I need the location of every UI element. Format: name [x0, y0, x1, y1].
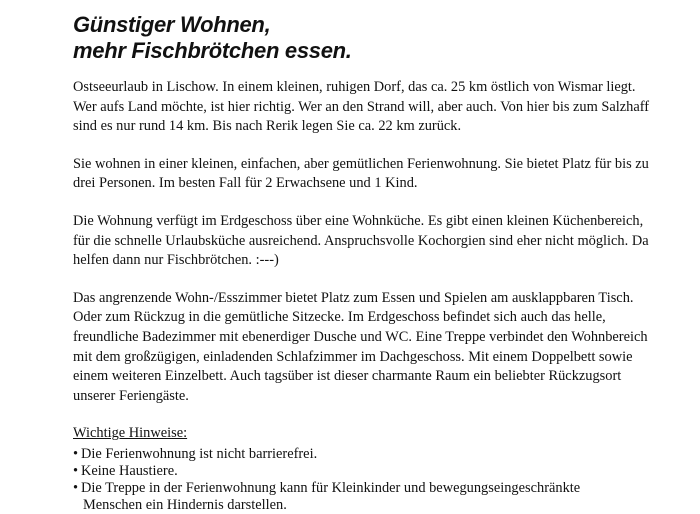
text-line: drei Personen. Im besten Fall für 2 Erwachsene und 1 Kind.: [73, 175, 418, 192]
text-line: Sie wohnen in einer kleinen, einfachen, aber gemütlichen Ferienwohnung. Sie bietet Platz für bis zu: [73, 155, 649, 172]
bullet-icon: •: [73, 462, 79, 479]
text-line: mit dem großzügigen, einladenden Schlafzimmer im Dachgeschoss. Mit einem Doppelbett sowie: [73, 348, 633, 365]
list-item: [73, 480, 693, 514]
text-line: Die Wohnung verfügt im Erdgeschoss über eine Wohnküche. Es gibt einen kleinen Küchenbereich,: [73, 212, 644, 229]
list-item: [73, 446, 693, 463]
note-text: Keine Haustiere.: [81, 462, 178, 479]
text-line: Ostseeurlaub in Lischow. In einem kleinen, ruhigen Dorf, das ca. 25 km östlich von Wismar liegt.: [73, 79, 636, 95]
bullet-icon: •: [73, 479, 79, 496]
text-line: sind es nur rund 14 km. Bis nach Rerik legen Sie ca. 22 km zurück.: [73, 118, 462, 135]
paragraph-apartment: [73, 155, 693, 194]
text-line: Wer aufs Land möchte, ist hier richtig. Wer an den Strand will, aber auch. Von hier bis zum Salzhaff: [73, 98, 650, 115]
text-line: Das angrenzende Wohn-/Esszimmer bietet Platz zum Essen und Spielen am ausklappbaren Tisch.: [73, 289, 634, 306]
text-line: einem weiteren Einzelbett. Auch tagsüber ist dieser charmante Raum ein beliebter Rückzugsort: [73, 368, 622, 385]
note-text: Die Ferienwohnung ist nicht barrierefrei.: [81, 445, 318, 462]
note-text-continued: Menschen ein Hindernis darstellen.: [83, 496, 287, 513]
title-line-2: mehr Fischbrötchen essen.: [73, 38, 352, 63]
text-line: für die schnelle Urlaubsküche ausreichend. Anspruchsvolle Kochorgien sind eher nicht möglich. Da: [73, 232, 649, 249]
document-page: [73, 12, 693, 514]
page-title: [73, 12, 693, 64]
notes-heading: Wichtige Hinweise:: [73, 425, 188, 442]
text-line: unserer Feriengäste.: [73, 387, 189, 404]
bullet-icon: •: [73, 445, 79, 462]
text-line: helfen dann nur Fischbrötchen. :---): [73, 252, 279, 269]
paragraph-kitchen: [73, 212, 693, 271]
notes-list: [73, 446, 693, 514]
text-line: freundliche Badezimmer mit ebenerdiger Dusche und WC. Eine Treppe verbindet den Wohnbereich: [73, 328, 648, 345]
text-line: Oder zum Rückzug in die gemütliche Sitzecke. Im Erdgeschoss befindet sich auch das helle,: [73, 309, 606, 326]
note-text: Die Treppe in der Ferienwohnung kann für Kleinkinder und bewegungseingeschränkte: [81, 479, 581, 496]
list-item: [73, 463, 693, 480]
title-line-1: Günstiger Wohnen,: [73, 12, 271, 37]
paragraph-location: [73, 78, 693, 137]
paragraph-rooms: [73, 289, 693, 407]
